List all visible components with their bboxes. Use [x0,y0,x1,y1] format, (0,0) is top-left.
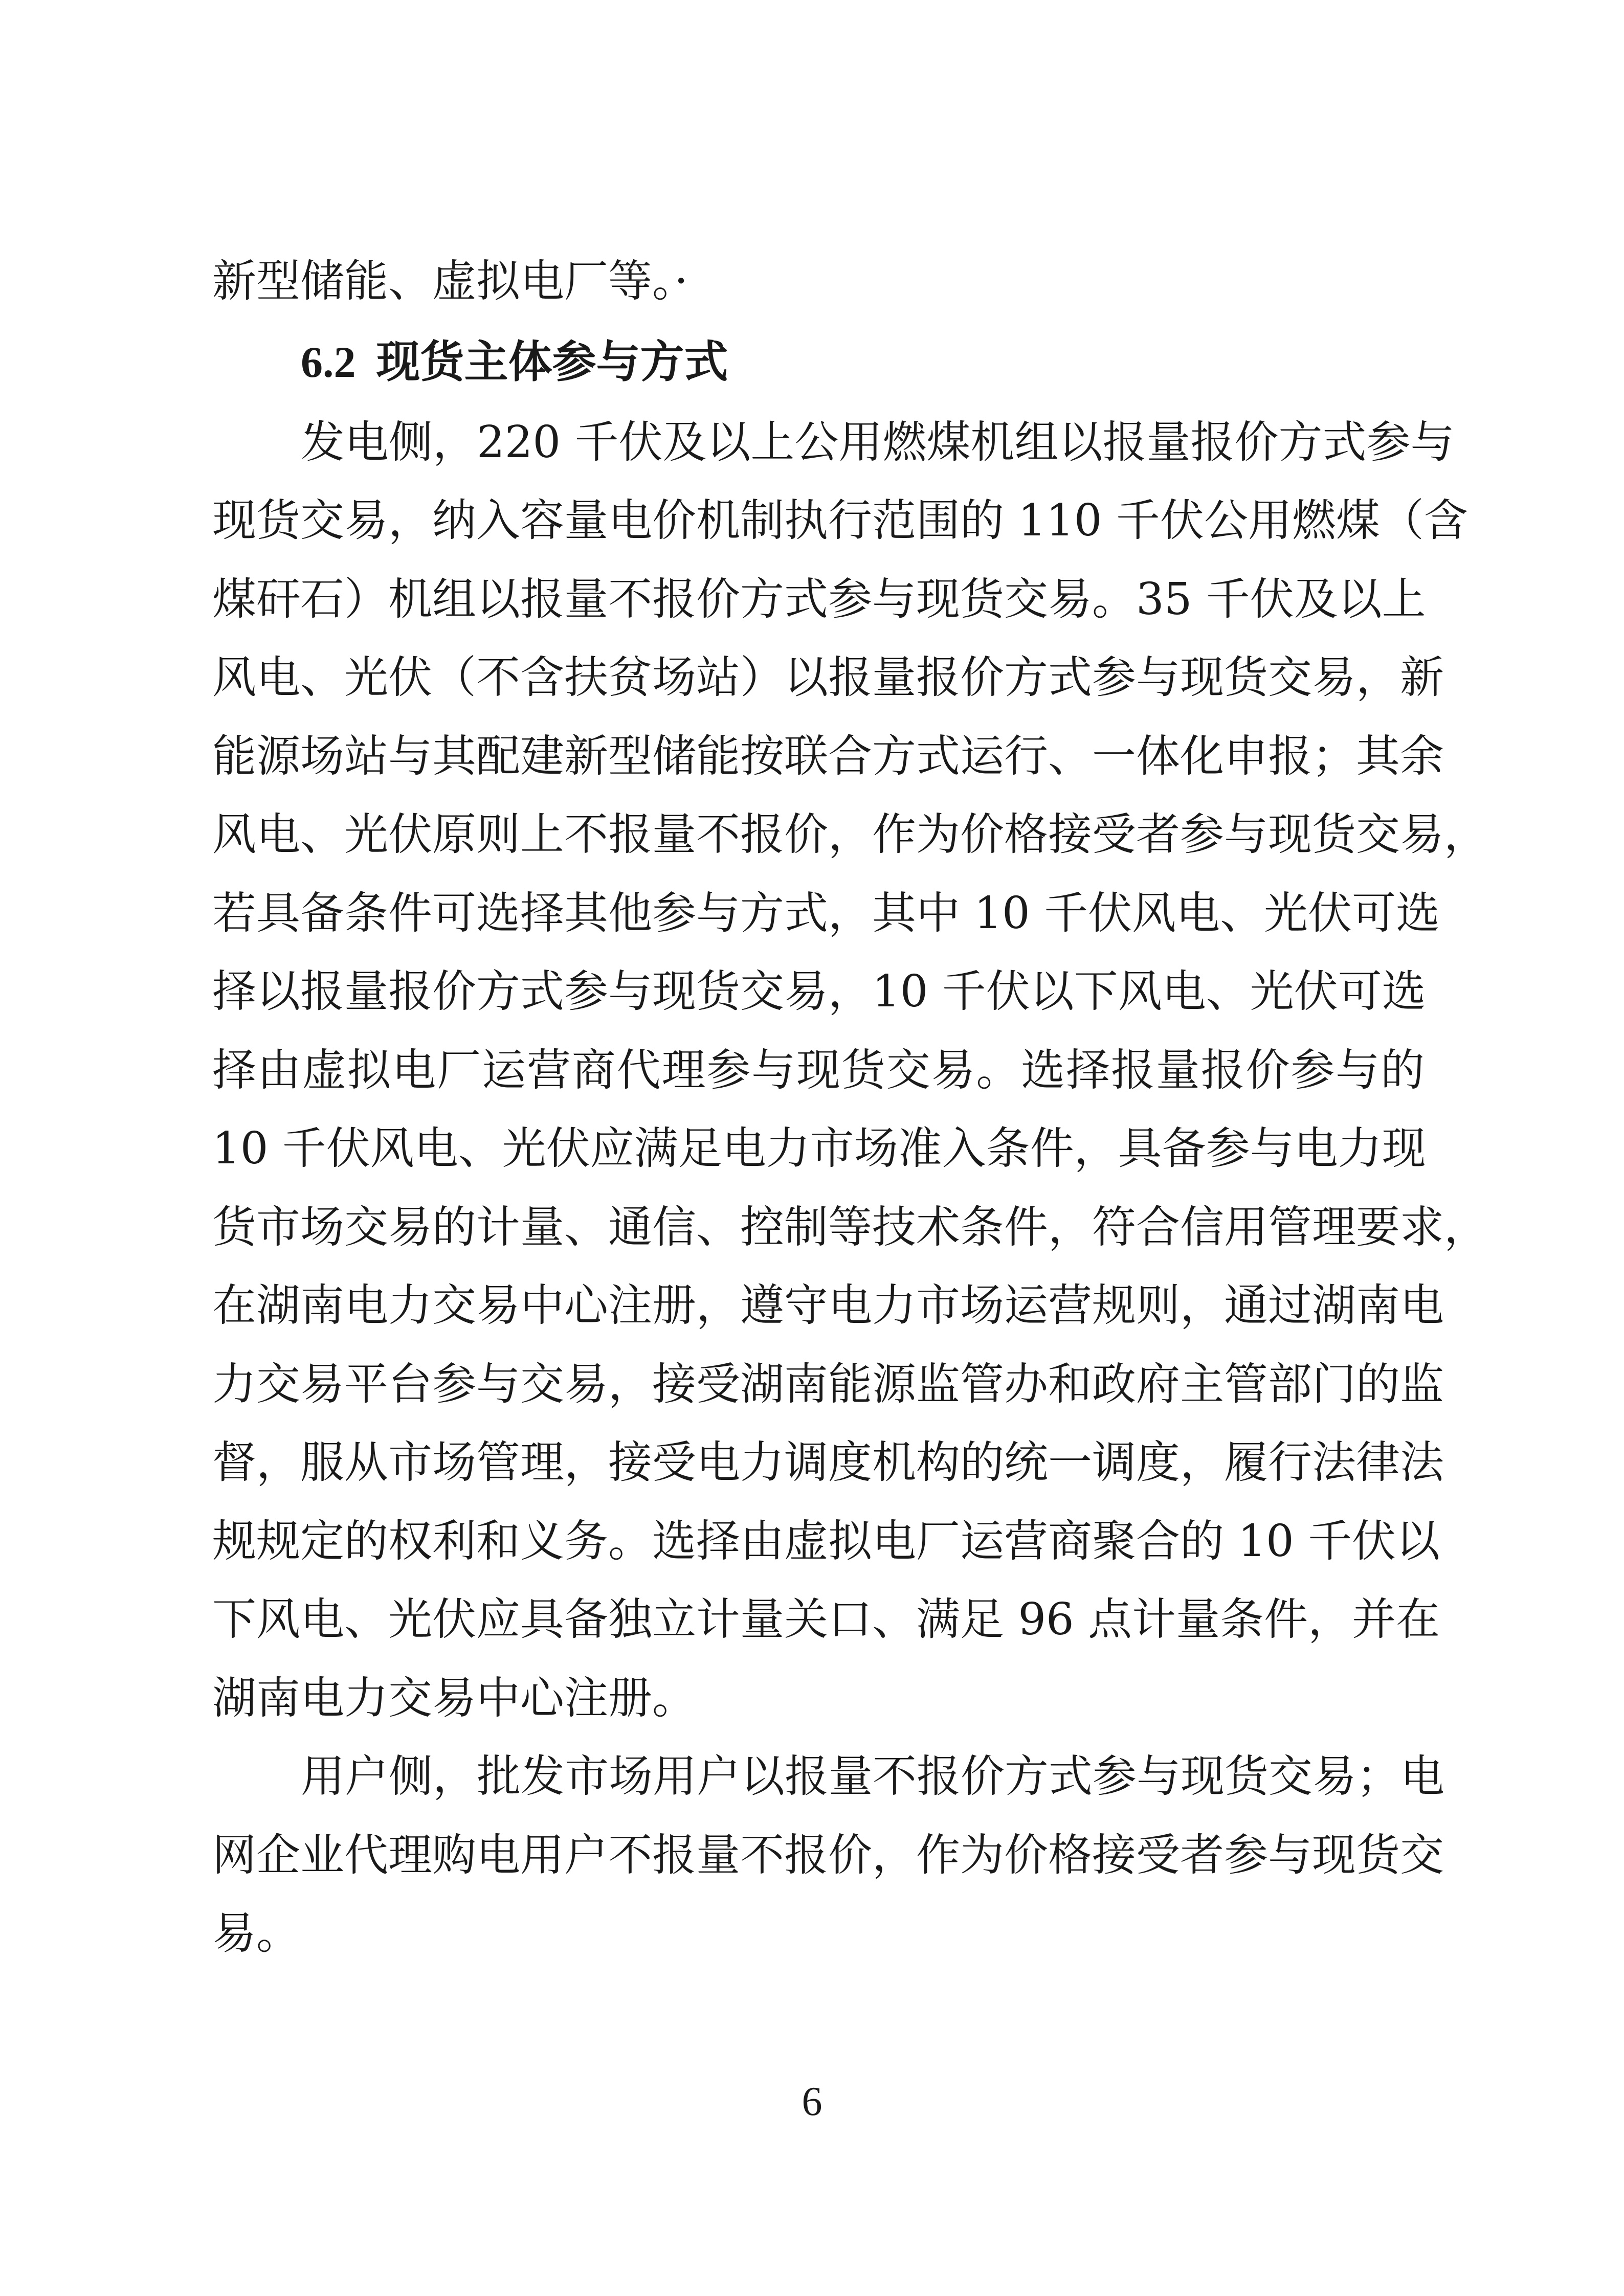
paragraph-line: 易。 [212,1908,300,1959]
paragraph-line: 网企业代理购电用户不报量不报价，作为价格接受者参与现货交 [212,1830,1444,1881]
paragraph-line: 湖南电力交易中心注册。 [212,1673,696,1724]
section-number: 6.2 [301,337,356,387]
paragraph-line: 煤矸石）机组以报量不报价方式参与现货交易。35 千伏及以上 [212,574,1426,625]
paragraph-line: 规规定的权利和义务。选择由虚拟电厂运营商聚合的 10 千伏以 [212,1516,1440,1567]
paragraph-line: 力交易平台参与交易，接受湖南能源监管办和政府主管部门的监 [212,1359,1444,1410]
paragraph-line: 择由虚拟电厂运营商代理参与现货交易。选择报量报价参与的 [212,1045,1425,1096]
paragraph-line: 在湖南电力交易中心注册，遵守电力市场运营规则，通过湖南电 [212,1280,1444,1331]
paragraph-line: 择以报量报价方式参与现货交易，10 千伏以下风电、光伏可选 [212,966,1426,1017]
paragraph-line: 发电侧，220 千伏及以上公用燃煤机组以报量报价方式参与 [301,417,1455,468]
section-heading [301,331,728,393]
paragraph-line: 风电、光伏（不含扶贫场站）以报量报价方式参与现货交易，新 [212,652,1444,703]
paragraph-line: 现货交易，纳入容量电价机制执行范围的 110 千伏公用燃煤（含 [212,495,1468,546]
paragraph-line: 风电、光伏原则上不报量不报价，作为价格接受者参与现货交易， [212,809,1488,860]
page-number: 6 [802,2079,822,2124]
text-line-continuation: 新型储能、虚拟电厂等。· [212,256,688,307]
paragraph-line: 若具备条件可选择其他参与方式，其中 10 千伏风电、光伏可选 [212,888,1440,939]
paragraph-line: 下风电、光伏应具备独立计量关口、满足 96 点计量条件，并在 [212,1594,1440,1645]
paragraph-line: 督，服从市场管理，接受电力调度机构的统一调度，履行法律法 [212,1437,1444,1488]
paragraph-line: 货市场交易的计量、通信、控制等技术条件，符合信用管理要求， [212,1202,1488,1253]
paragraph-line: 用户侧，批发市场用户以报量不报价方式参与现货交易；电 [301,1751,1444,1802]
section-title: 现货主体参与方式 [376,336,728,388]
paragraph-line: 能源场站与其配建新型储能按联合方式运行、一体化申报；其余 [212,731,1444,782]
paragraph-line: 10 千伏风电、光伏应满足电力市场准入条件，具备参与电力现 [212,1123,1426,1174]
